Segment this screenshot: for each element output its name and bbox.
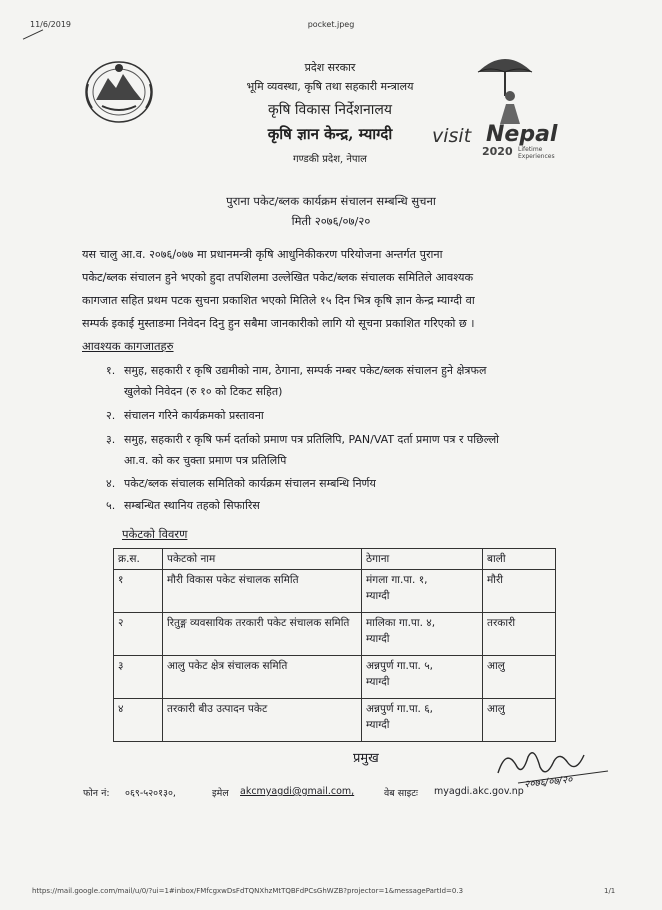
cell-sn: २: [114, 613, 163, 656]
cell-name: रितुङ्ग व्यवसायिक तरकारी पकेट संचालक समिति: [163, 613, 362, 656]
person-icon: [490, 90, 530, 124]
pocket-table-heading: पकेटको विवरण: [122, 527, 188, 541]
address-line-1: मालिका गा.पा. ४,: [366, 617, 436, 629]
nepal-emblem-icon: [82, 56, 156, 126]
requirement-text: समुह, सहकारी र कृषि उद्यमीको नाम, ठेगाना, सम्पर्क नम्बर पकेट/ब्लक संचालन हुने क्षेत्रफल: [124, 364, 487, 377]
cell-address: [362, 699, 483, 742]
cell-crop: मौरी: [483, 570, 556, 613]
table-row: [114, 699, 556, 742]
signature-date: २०७६/०७/२०: [523, 774, 573, 791]
requirement-text: संचालन गरिने कार्यक्रमको प्रस्तावना: [124, 409, 264, 422]
print-url: https://mail.google.com/mail/u/0/?ui=1#inbox/FMfcgxwDsFdTQNXhzMtTQBFdPCsGhWZB?projector=1&messagePartId=0.3: [32, 887, 464, 895]
requirement-number: ३.: [106, 433, 116, 446]
signature-title: प्रमुख: [353, 751, 379, 766]
cell-address: [362, 613, 483, 656]
cell-address: [362, 570, 483, 613]
notice-title: पुराना पकेट/ब्लक कार्यक्रम संचालन सम्बन्धि सुचना: [226, 194, 436, 208]
visit-nepal-logo: [430, 52, 580, 162]
requirement-number: ५.: [106, 499, 116, 512]
visit-word: visit: [432, 125, 472, 147]
table-row: [114, 570, 556, 613]
cell-sn: १: [114, 570, 163, 613]
cell-name: तरकारी बीउ उत्पादन पकेट: [163, 699, 362, 742]
print-page-number: 1/1: [604, 887, 616, 895]
requirement-number: २.: [106, 409, 116, 422]
address-line-2: म्याग्दी: [366, 719, 390, 731]
requirement-text: पकेट/ब्लक संचालक समितिको कार्यक्रम संचालन सम्बन्धि निर्णय: [124, 477, 376, 490]
website-value[interactable]: myagdi.akc.gov.np: [434, 786, 524, 797]
cell-sn: ३: [114, 656, 163, 699]
print-date: 11/6/2019: [30, 20, 72, 29]
column-header-sn: क्र.स.: [114, 549, 163, 570]
letterhead-line-5: गण्डकी प्रदेश, नेपाल: [293, 154, 367, 165]
address-line-1: अन्नपुर्ण गा.पा. ५,: [366, 660, 434, 672]
column-header-crop: बाली: [483, 549, 556, 570]
notice-body-line-2: पकेट/ब्लक संचालन हुने भएको हुदा तपशिलमा उल्लेखित पकेट/ब्लक संचालक समितिले आवश्यक: [82, 271, 474, 284]
requirements-heading: आवश्यक कागजातहरु: [82, 339, 174, 353]
table-row: [114, 656, 556, 699]
address-line-1: मंगला गा.पा. १,: [366, 574, 428, 586]
website-label: वेब साइटः: [384, 788, 418, 799]
address-line-2: म्याग्दी: [366, 633, 390, 645]
requirement-number: ४.: [106, 477, 116, 490]
column-header-address: ठेगाना: [362, 549, 483, 570]
letterhead-line-3: कृषि विकास निर्देशनालय: [268, 102, 392, 118]
address-line-1: अन्नपुर्ण गा.पा. ६,: [366, 703, 434, 715]
requirement-text: आ.व. को कर चुक्ता प्रमाण पत्र प्रतिलिपि: [124, 454, 287, 467]
column-header-name: पकेटको नाम: [163, 549, 362, 570]
print-file-name: pocket.jpeg: [307, 20, 355, 29]
cell-crop: तरकारी: [483, 613, 556, 656]
email-value[interactable]: akcmyagdi@gmail.com,: [240, 786, 355, 797]
letterhead-line-1: प्रदेश सरकार: [304, 61, 356, 74]
requirement-number: १.: [106, 364, 116, 377]
phone-value: ०६९-५२०१३०,: [125, 788, 176, 799]
logo-tagline-1: Lifetime: [518, 146, 543, 153]
nepal-word: Nepal: [486, 122, 558, 147]
letterhead-line-2: भूमि व्यवस्था, कृषि तथा सहकारी मन्त्रालय: [246, 80, 414, 93]
table-header-row: [114, 549, 556, 570]
logo-year: 2020: [482, 145, 513, 158]
phone-label: फोन नं:: [83, 788, 110, 799]
table-row: [114, 613, 556, 656]
notice-body-line-1: यस चालु आ.व. २०७६/०७७ मा प्रधानमन्त्री कृषि आधुनिकीकरण परियोजना अन्तर्गत पुराना: [82, 248, 443, 261]
cell-name: मौरी विकास पकेट संचालक समिति: [163, 570, 362, 613]
notice-body-line-4: सम्पर्क इकाई मुस्ताङमा निवेदन दिनु हुन सबैमा जानकारीको लागि यो सूचना प्रकाशित गरिएको छ ।: [82, 317, 475, 330]
pen-mark: [23, 29, 43, 39]
notice-body-line-3: कागजात सहित प्रथम पटक सुचना प्रकाशित भएको मितिले १५ दिन भित्र कृषि ज्ञान केन्द्र म्याग्दी वा: [82, 294, 475, 307]
cell-address: [362, 656, 483, 699]
cell-crop: आलु: [483, 699, 556, 742]
pocket-table: [113, 548, 556, 742]
requirement-text: सम्बन्धित स्थानिय तहको सिफारिस: [124, 499, 260, 512]
requirement-text: समुह, सहकारी र कृषि फर्म दर्ताको प्रमाण पत्र प्रतिलिपि, PAN/VAT दर्ता प्रमाण पत्र र पछिल्लो: [124, 433, 500, 446]
cell-crop: आलु: [483, 656, 556, 699]
logo-tagline-2: Experiences: [518, 153, 555, 160]
requirement-text: खुलेको निवेदन (रु १० को टिकट सहित): [124, 385, 283, 398]
address-line-2: म्याग्दी: [366, 590, 390, 602]
cell-name: आलु पकेट क्षेत्र संचालक समिति: [163, 656, 362, 699]
cell-sn: ४: [114, 699, 163, 742]
notice-date: मिती २०७६/०७/२०: [291, 214, 371, 228]
email-label: इमेल: [212, 788, 229, 799]
address-line-2: म्याग्दी: [366, 676, 390, 688]
letterhead-line-4: कृषि ज्ञान केन्द्र, म्याग्दी: [267, 125, 393, 143]
